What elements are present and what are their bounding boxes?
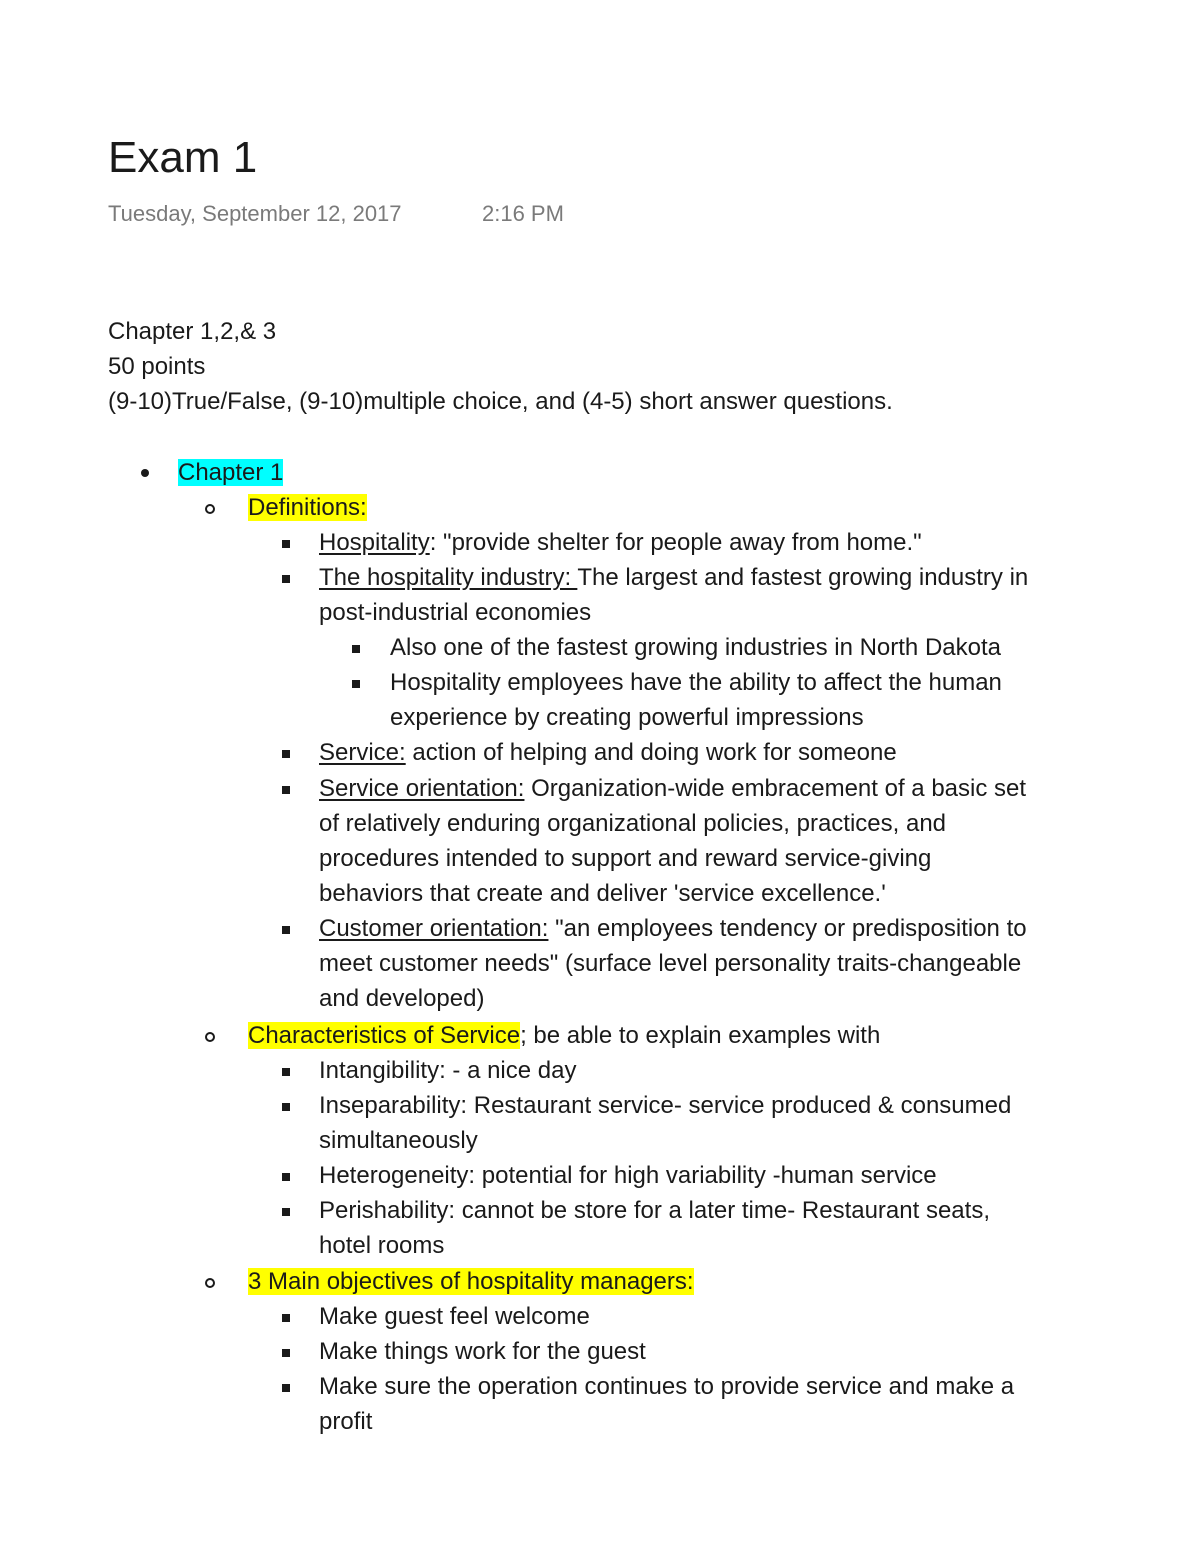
def-hospitality-text: : "provide shelter for people away from home.": [429, 529, 922, 556]
page-title: Exam 1: [108, 133, 258, 182]
bullet-square-icon: [282, 1103, 290, 1111]
bullet-square-icon: [282, 786, 290, 794]
bullet-square-icon: [282, 1208, 290, 1216]
def-industry-cont: post-industrial economies: [319, 599, 592, 626]
intro-chapters: Chapter 1,2,& 3: [108, 318, 277, 345]
characteristics-label: Characteristics of Service: [248, 1022, 521, 1049]
def-so-text-1: Organization-wide embracement of a basic set: [524, 775, 1027, 802]
note-time: 2:16 PM: [482, 201, 564, 226]
chapter1-heading: [178, 455, 283, 490]
note-date: Tuesday, September 12, 2017: [108, 201, 402, 226]
bullet-square-icon: [282, 575, 290, 583]
char-inseparability-cont: simultaneously: [319, 1127, 478, 1154]
def-service-text: action of helping and doing work for someone: [405, 739, 897, 766]
industry-sub-employees: Hospitality employees have the ability to affect the human: [390, 669, 1002, 696]
intro-question-types: (9-10)True/False, (9-10)multiple choice, and (4-5) short answer questions.: [108, 388, 893, 415]
objective-profit-cont: profit: [319, 1408, 373, 1435]
bullet-square-icon: [282, 1068, 290, 1076]
objective-profit: Make sure the operation continues to provide service and make a: [319, 1373, 1015, 1400]
def-hospitality: [319, 525, 922, 560]
def-co-text-3: and developed): [319, 985, 485, 1012]
term-hospitality: Hospitality: [319, 529, 430, 556]
bullet-square-icon: [282, 1173, 290, 1181]
char-perishability: Perishability: cannot be store for a later time- Restaurant seats,: [319, 1197, 990, 1224]
term-service-orientation: Service orientation:: [319, 775, 525, 802]
bullet-circle-icon: [205, 504, 215, 514]
bullet-square-icon: [282, 926, 290, 934]
def-customer-orientation: [319, 911, 1027, 946]
def-service: [319, 735, 897, 770]
objectives-label: 3 Main objectives of hospitality managers:: [248, 1268, 694, 1295]
industry-sub-north-dakota: Also one of the fastest growing industries in North Dakota: [390, 634, 1001, 661]
bullet-circle-icon: [205, 1278, 215, 1288]
def-industry-text: The largest and fastest growing industry in: [577, 564, 1029, 591]
term-service: Service:: [319, 739, 406, 766]
definitions-label: Definitions:: [248, 494, 367, 521]
bullet-square-icon: [282, 1314, 290, 1322]
bullet-square-icon: [352, 645, 360, 653]
char-heterogeneity: Heterogeneity: potential for high variability -human service: [319, 1162, 937, 1189]
def-so-text-3: procedures intended to support and reward service-giving: [319, 845, 932, 872]
objectives-heading: [248, 1264, 694, 1299]
def-industry: [319, 560, 1028, 595]
bullet-square-icon: [352, 680, 360, 688]
bullet-square-icon: [282, 750, 290, 758]
def-co-text-2: meet customer needs" (surface level personality traits-changeable: [319, 950, 1022, 977]
objective-welcome: Make guest feel welcome: [319, 1303, 590, 1330]
def-so-text-4: behaviors that create and deliver 'service excellence.': [319, 880, 886, 907]
chapter1-label: Chapter 1: [178, 459, 284, 486]
objective-things-work: Make things work for the guest: [319, 1338, 646, 1365]
bullet-square-icon: [282, 1384, 290, 1392]
char-inseparability: Inseparability: Restaurant service- service produced & consumed: [319, 1092, 1012, 1119]
term-industry: The hospitality industry:: [319, 564, 578, 591]
bullet-square-icon: [282, 1349, 290, 1357]
def-so-text-2: of relatively enduring organizational policies, practices, and: [319, 810, 947, 837]
characteristics-suffix: ; be able to explain examples with: [520, 1022, 881, 1049]
intro-points: 50 points: [108, 353, 206, 380]
industry-sub-employees-cont: experience by creating powerful impressions: [390, 704, 864, 731]
definitions-heading: [248, 490, 367, 525]
bullet-dot-icon: [141, 469, 149, 477]
term-customer-orientation: Customer orientation:: [319, 915, 549, 942]
char-intangibility: Intangibility: - a nice day: [319, 1057, 577, 1084]
bullet-square-icon: [282, 540, 290, 548]
def-service-orientation: [319, 771, 1026, 806]
characteristics-heading: [248, 1018, 880, 1053]
def-co-text-1: "an employees tendency or predisposition to: [548, 915, 1027, 942]
char-perishability-cont: hotel rooms: [319, 1232, 445, 1259]
bullet-circle-icon: [205, 1032, 215, 1042]
